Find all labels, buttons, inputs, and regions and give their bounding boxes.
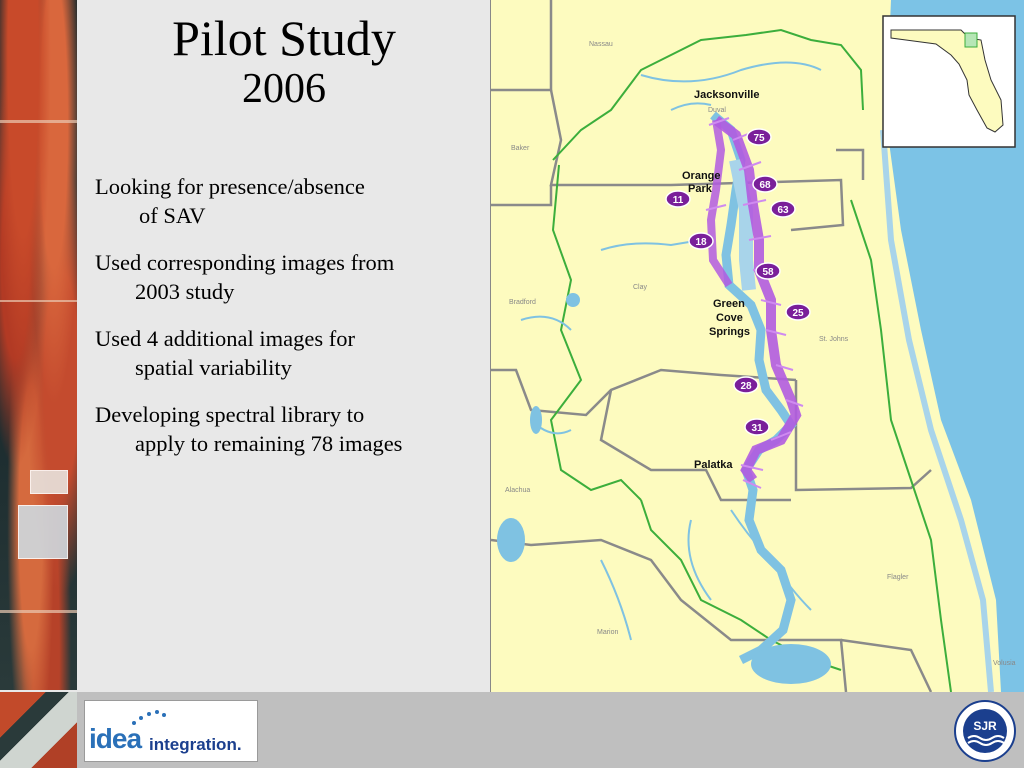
bullet-text: Looking for presence/absence: [95, 174, 365, 199]
svg-text:Park: Park: [688, 183, 712, 195]
city-label-palatka: Palatka: [694, 459, 733, 471]
image-badge-28: [734, 377, 758, 393]
svg-text:SJR: SJR: [973, 719, 997, 733]
florida-locator-inset: [883, 16, 1015, 147]
svg-text:Springs: Springs: [709, 326, 750, 338]
bullet-text-continued: apply to remaining 78 images: [135, 431, 403, 456]
bullet-list: [95, 172, 487, 476]
image-badge-58: [756, 263, 780, 279]
svg-text:Duval: Duval: [708, 107, 726, 114]
lake: [566, 293, 580, 307]
svg-text:75: 75: [753, 133, 765, 144]
footer-bar: [0, 692, 1024, 768]
city-label-jacksonville: Jacksonville: [694, 89, 760, 101]
bullet-item: [95, 324, 487, 382]
image-badge-31: [745, 419, 769, 435]
aerial-photo-strip: [0, 0, 77, 690]
logo-word-idea: idea: [89, 723, 142, 754]
st-johns-river-map: [490, 0, 1024, 692]
bullet-item: [95, 172, 487, 230]
svg-text:Clay: Clay: [633, 284, 648, 291]
svg-text:63: 63: [777, 205, 789, 216]
lake: [530, 406, 542, 434]
image-badge-75: [747, 129, 771, 145]
title-line-1: Pilot Study: [172, 10, 396, 66]
bullet-text: Used 4 additional images for: [95, 326, 355, 351]
svg-text:58: 58: [762, 267, 774, 278]
bullet-text-continued: spatial variability: [135, 355, 292, 380]
bullet-text-continued: 2003 study: [135, 279, 235, 304]
svg-text:18: 18: [695, 237, 707, 248]
bullet-text: Used corresponding images from: [95, 250, 395, 275]
svg-text:Volusia: Volusia: [993, 660, 1016, 667]
svg-text:Marion: Marion: [597, 629, 619, 636]
svg-text:Cove: Cove: [716, 312, 743, 324]
lake: [751, 644, 831, 684]
image-badge-11: [666, 191, 690, 207]
svg-text:Nassau: Nassau: [589, 41, 613, 48]
bullet-text: Developing spectral library to: [95, 402, 365, 427]
svg-text:Flagler: Flagler: [887, 574, 909, 581]
logo-word-integration: integration.: [149, 735, 242, 754]
image-badge-68: [753, 176, 777, 192]
svg-text:Bradford: Bradford: [509, 299, 536, 306]
image-badge-18: [689, 233, 713, 249]
bullet-item: [95, 400, 487, 458]
city-label-orange-park: Orange: [682, 170, 721, 182]
county-boundaries: [491, 0, 931, 692]
image-badge-25: [786, 304, 810, 320]
image-badge-63: [771, 201, 795, 217]
title-line-2: 2006: [242, 66, 326, 112]
svg-text:31: 31: [751, 423, 763, 434]
svg-text:St. Johns: St. Johns: [819, 336, 849, 343]
svg-text:Alachua: Alachua: [505, 487, 531, 494]
svg-text:25: 25: [792, 308, 804, 319]
bullet-item: [95, 248, 487, 306]
lake: [497, 518, 525, 562]
bullet-text-continued: of SAV: [139, 203, 206, 228]
city-label-green-cove-springs: Green: [713, 298, 745, 310]
svg-text:28: 28: [740, 381, 752, 392]
svg-text:11: 11: [672, 195, 684, 206]
svg-text:Baker: Baker: [511, 145, 530, 152]
idea-integration-logo: [84, 700, 258, 762]
sjrwmd-seal-logo: [954, 700, 1016, 762]
footer-aerial-photo: [0, 692, 77, 768]
svg-text:68: 68: [759, 180, 771, 191]
slide-title: [78, 10, 490, 112]
